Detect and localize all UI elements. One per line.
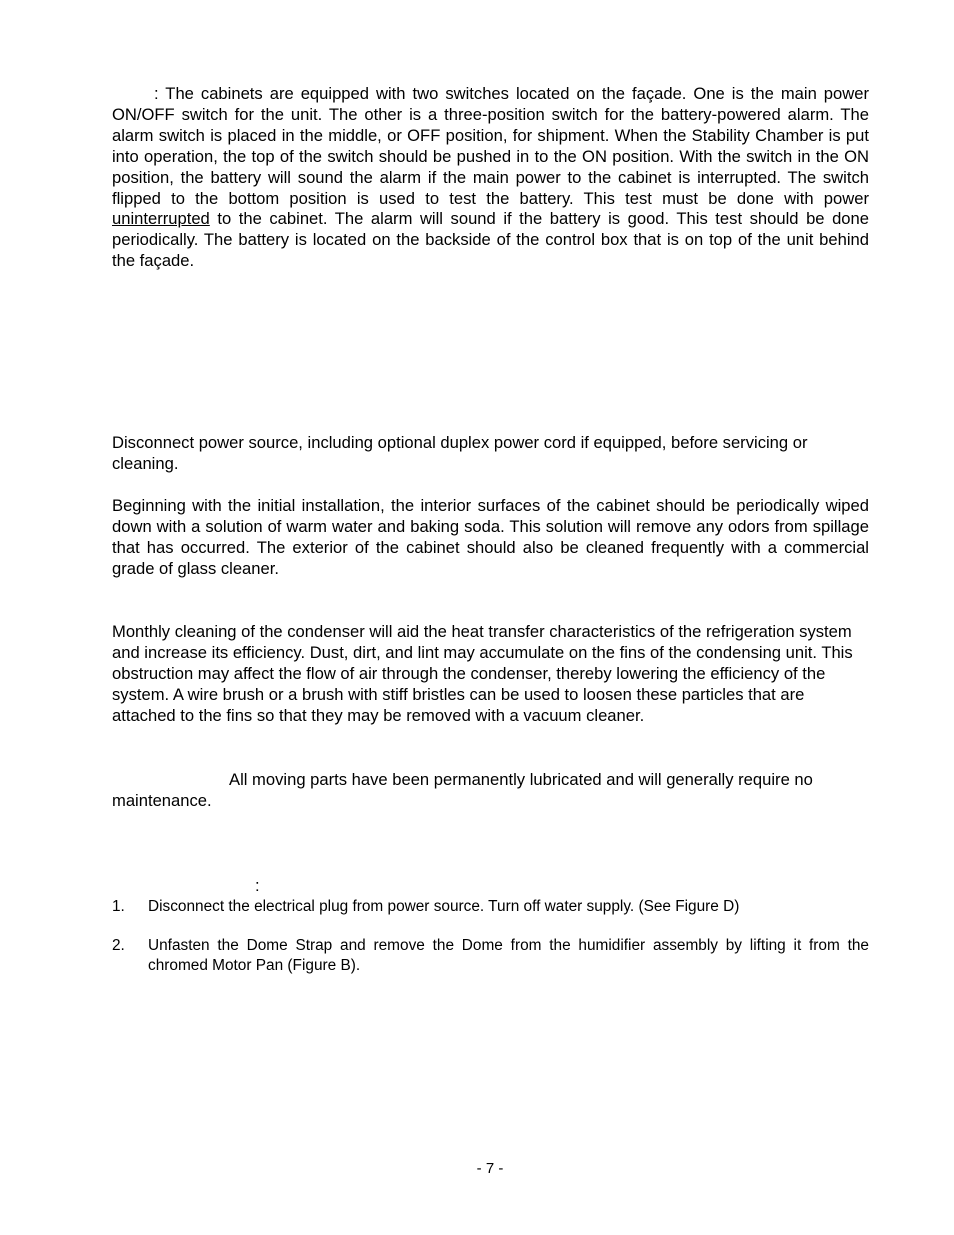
step-number: 2. [112, 937, 125, 954]
cabinet-cleaning-paragraph: Beginning with the initial installation, the interior surfaces of the cabinet should be periodically wiped down with a solution of warm water and baking soda. This solution will remove any odors from spillage that has occurred. The exterior of the cabinet should also be cleaned frequently with a commercial grade of glass cleaner. [112, 496, 869, 578]
condenser-cleaning-paragraph: Monthly cleaning of the condenser will aid the heat transfer characteristics of the refrigeration system and increase its efficiency. Dust, dirt, and lint may accumulate on the fins of the condensing unit. This obstruction may affect the flow of air through the condenser, thereby lowering the efficiency of the system. A wire brush or a brush with stiff bristles can be used to loosen these particles that are attached to the fins so that they may be removed with a vacuum cleaner. [112, 622, 853, 725]
disconnect-warning-paragraph: Disconnect power source, including optional duplex power cord if equipped, before servicing or cleaning. [112, 433, 808, 473]
alarm-text-before: : The cabinets are equipped with two switches located on the façade. One is the main power ON/OFF switch for the unit. The other is a three-position switch for the battery-powered alarm. The alarm switch is placed in the middle, or OFF position, for shipment. When the Stability Chamber is put into operation, the top of the switch should be pushed in to the ON position. With the switch in the ON position, the battery will sound the alarm if the main power to the cabinet is interrupted. The switch flipped to the bottom position is used to test the battery. This test must be done with power [112, 84, 869, 208]
lubrication-paragraph [112, 770, 869, 812]
step-text: Disconnect the electrical plug from power source. Turn off water supply. (See Figure D) [148, 898, 740, 915]
step-number: 1. [112, 898, 125, 915]
alarm-switch-paragraph [112, 84, 869, 272]
humidifier-heading-colon: : [255, 876, 260, 895]
lubrication-text: All moving parts have been permanently lubricated and will generally require no maintenance. [112, 770, 813, 810]
alarm-underlined-word: uninterrupted [112, 209, 210, 229]
alarm-text-after: to the cabinet. The alarm will sound if the battery is good. This test should be done periodically. The battery is located on the backside of the control box that is on top of the unit behind the façade. [112, 209, 869, 271]
page-number: - 7 - [476, 1160, 504, 1177]
step-text: Unfasten the Dome Strap and remove the Dome from the humidifier assembly by lifting it from the chromed Motor Pan (Figure B). [148, 937, 869, 974]
